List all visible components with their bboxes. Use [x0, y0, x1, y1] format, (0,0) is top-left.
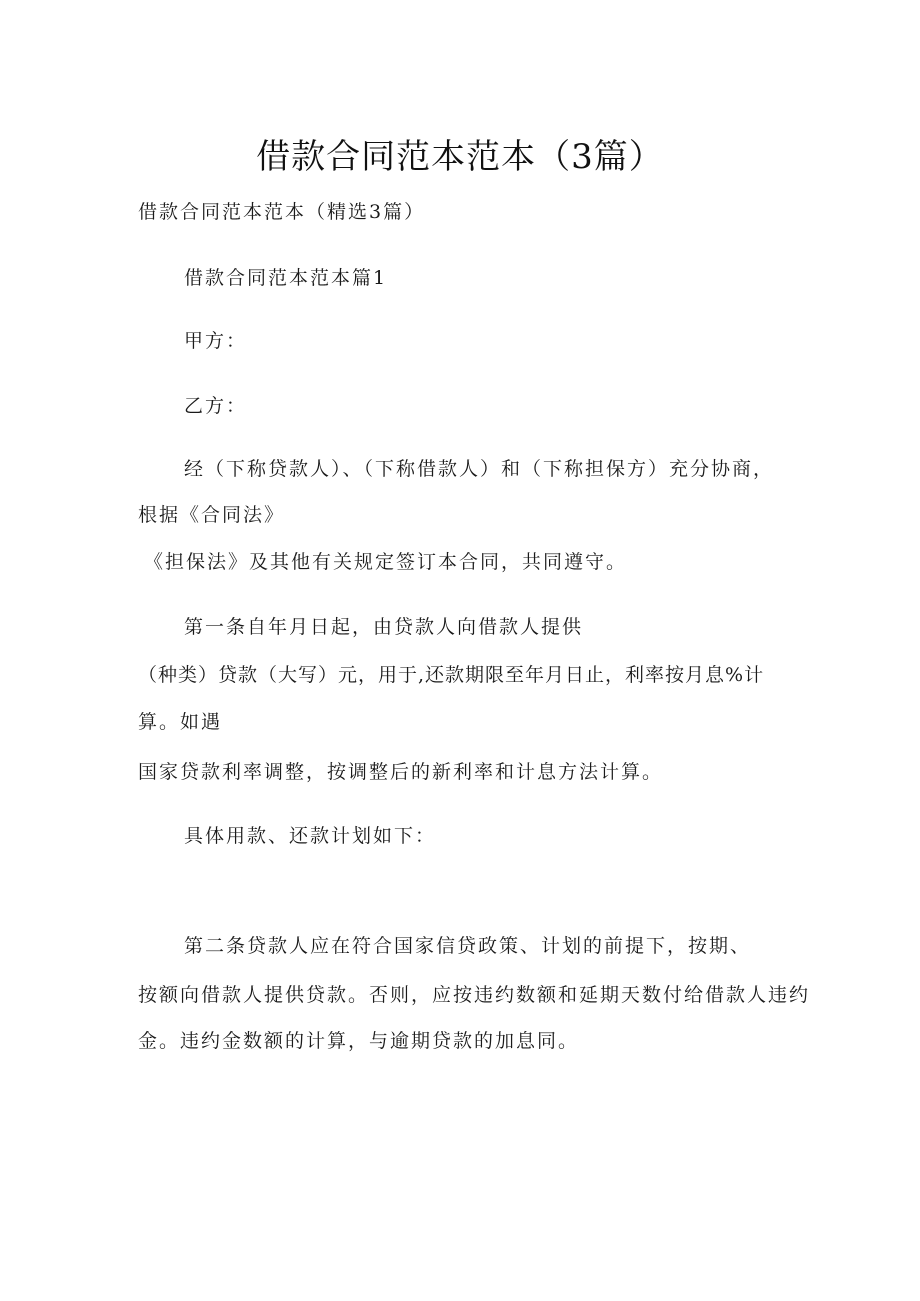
paragraph-line: 第一条自年月日起，由贷款人向借款人提供: [184, 616, 584, 638]
document-subtitle: 借款合同范本范本（精选3篇）: [138, 201, 426, 223]
paragraph-line: 按额向借款人提供贷款。否则，应按违约数额和延期天数付给借款人违约: [138, 984, 811, 1006]
document-title: 借款合同范本范本（3篇）: [256, 137, 664, 177]
paragraph-line: 《担保法》及其他有关规定签订本合同，共同遵守。: [144, 551, 628, 573]
paragraph-line: 经（下称贷款人）、（下称借款人）和（下称担保方）充分协商，: [184, 458, 775, 480]
paragraph-line: 国家贷款利率调整，按调整后的新利率和计息方法计算。: [138, 761, 664, 783]
paragraph-line: 第二条贷款人应在符合国家信贷政策、计划的前提下，按期、: [184, 935, 752, 957]
paragraph-line: （种类）贷款（大写）元，用于,还款期限至年月日止，利率按月息%计: [138, 664, 765, 686]
paragraph-line: 根据《合同法》: [138, 504, 286, 526]
paragraph-line: 金。违约金数额的计算，与逾期贷款的加息同。: [138, 1030, 580, 1052]
paragraph-line: 算。如遇: [138, 711, 223, 733]
party-a-label: 甲方：: [184, 330, 248, 352]
section-heading: 借款合同范本范本篇1: [184, 267, 388, 289]
paragraph-line: 具体用款、还款计划如下：: [184, 825, 437, 847]
party-b-label: 乙方：: [184, 395, 248, 417]
